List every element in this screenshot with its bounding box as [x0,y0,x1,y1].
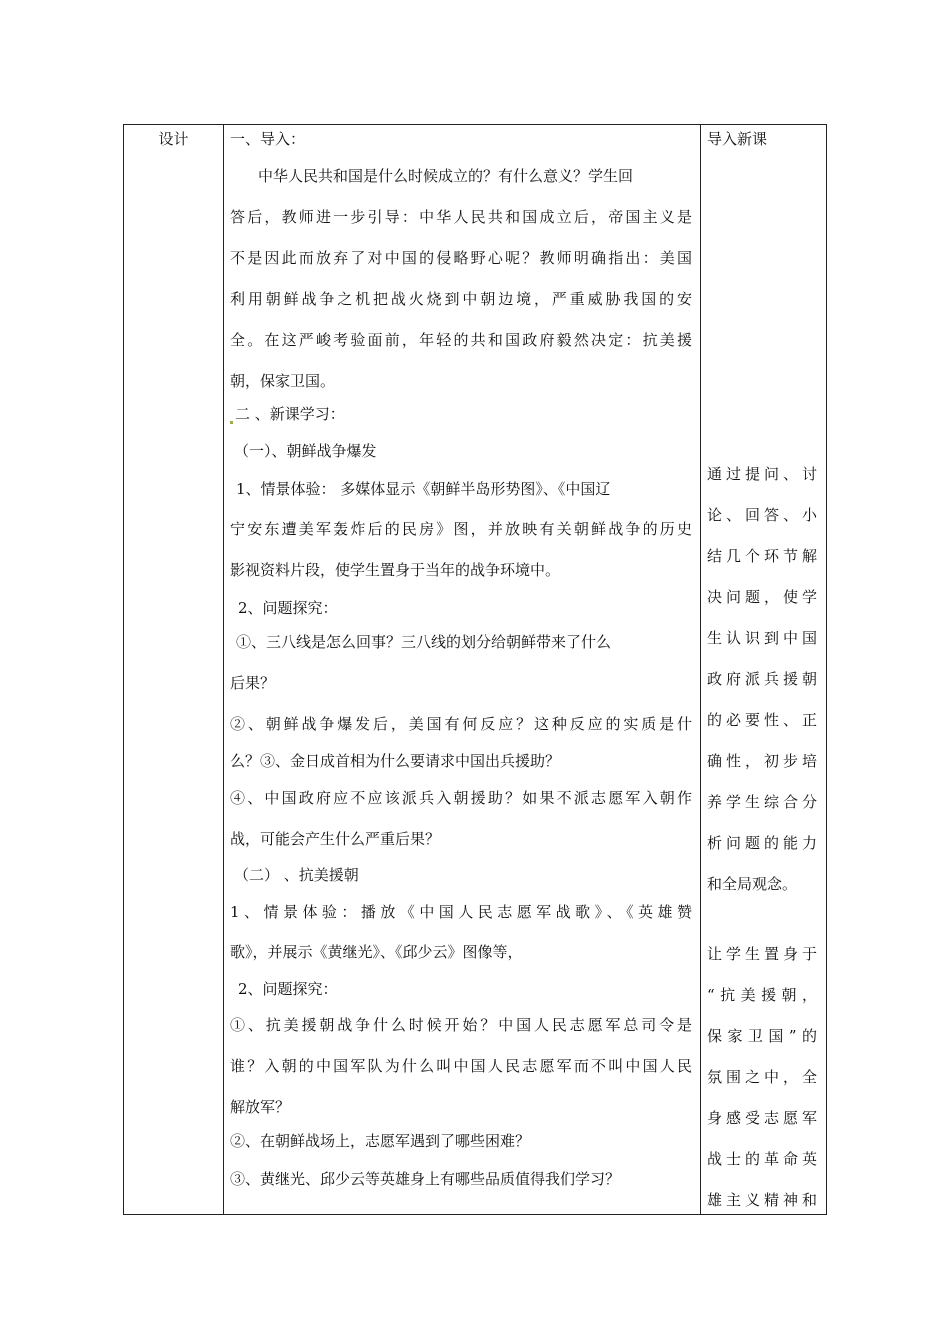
note-line: 论、回答、小 [707,506,817,524]
note-line: “抗美援朝， [707,986,817,1004]
paragraph-line: 答后，教师进一步引导：中华人民共和国成立后，帝国主义是 [230,208,692,226]
note-line: 生认识到中国 [707,629,817,647]
question-line: ①、抗美援朝战争什么时候开始？中国人民志愿军总司令是 [230,1016,692,1034]
heading-intro: 一、导入： [230,130,306,148]
paragraph-line: 2、问题探究： [238,599,338,617]
question-line: ③、黄继光、邱少云等英雄身上有哪些品质值得我们学习？ [230,1170,621,1188]
paragraph-line: 中华人民共和国是什么时候成立的？有什么意义？学生回 [258,167,634,185]
paragraph-line: 2、问题探究： [238,980,338,998]
question-line: ①、三八线是怎么回事？三八线的划分给朝鲜带来了什么 [236,633,612,651]
note-line: 的必要性、正 [707,711,817,729]
note-line: 导入新课 [707,130,768,148]
note-line: 通过提问、讨 [707,465,817,483]
heading-new-lesson: 二 、新课学习： [230,404,345,424]
subheading-resist-us: （二） 、抗美援朝 [234,866,359,884]
note-line: 养学生综合分 [707,793,817,811]
note-line: 析问题的能力 [707,834,817,852]
paragraph-line: 歌》，并展示《黄继光》、《邱少云》图像等， [230,943,523,961]
note-line: 让学生置身于 [707,945,817,963]
subheading-korean-war: （一）、朝鲜战争爆发 [234,442,377,460]
question-line: ④、中国政府应不应该派兵入朝援助？如果不派志愿军入朝作 [230,789,692,807]
paragraph-line: 全。在这严峻考验面前，年轻的共和国政府毅然决定：抗美援 [230,331,692,349]
question-line: 么？③、金日成首相为什么要请求中国出兵援助？ [230,752,561,770]
note-line: 战士的革命英 [707,1150,817,1168]
note-line: 保家卫国”的 [707,1027,817,1045]
edit-marker [230,421,233,424]
question-line: 解放军？ [230,1098,291,1116]
paragraph-line: 1、情景体验： 多媒体显示《朝鲜半岛形势图》、《中国辽 [236,480,611,498]
column-divider [223,125,224,1214]
note-line: 氛围之中，全 [707,1068,817,1086]
note-line: 决问题，使学 [707,588,817,606]
note-line: 雄主义精神和 [707,1191,817,1209]
note-line: 政府派兵援朝 [707,670,817,688]
paragraph-line: 利用朝鲜战争之机把战火烧到中朝边境，严重威胁我国的安 [230,290,692,308]
paragraph-line: 不是因此而放弃了对中国的侵略野心呢？教师明确指出：美国 [230,249,692,267]
note-line: 确性，初步培 [707,752,817,770]
question-line: ②、在朝鲜战场上，志愿军遇到了哪些困难？ [230,1132,531,1150]
note-line: 和全局观念。 [707,875,798,893]
paragraph-line: 宁安东遭美军轰炸后的民房》图，并放映有关朝鲜战争的历史 [230,520,692,538]
lesson-plan-table [123,124,827,1215]
paragraph-line: 影视资料片段，使学生置身于当年的战争环境中。 [230,561,561,579]
question-line: 谁？入朝的中国军队为什么叫中国人民志愿军而不叫中国人民 [230,1057,692,1075]
question-line: ②、朝鲜战争爆发后，美国有何反应？这种反应的实质是什 [230,715,692,733]
section-label: 设计 [158,130,189,148]
paragraph-line: 1、情景体验：播放《中国人民志愿军战歌》、《英雄赞 [230,903,692,921]
question-line: 战，可能会产生什么严重后果？ [230,830,441,848]
note-line: 身感受志愿军 [707,1109,817,1127]
note-line: 结几个环节解 [707,547,817,565]
question-line: 后果？ [230,674,276,692]
column-divider [700,125,701,1214]
paragraph-line: 朝，保家卫国。 [230,372,336,390]
